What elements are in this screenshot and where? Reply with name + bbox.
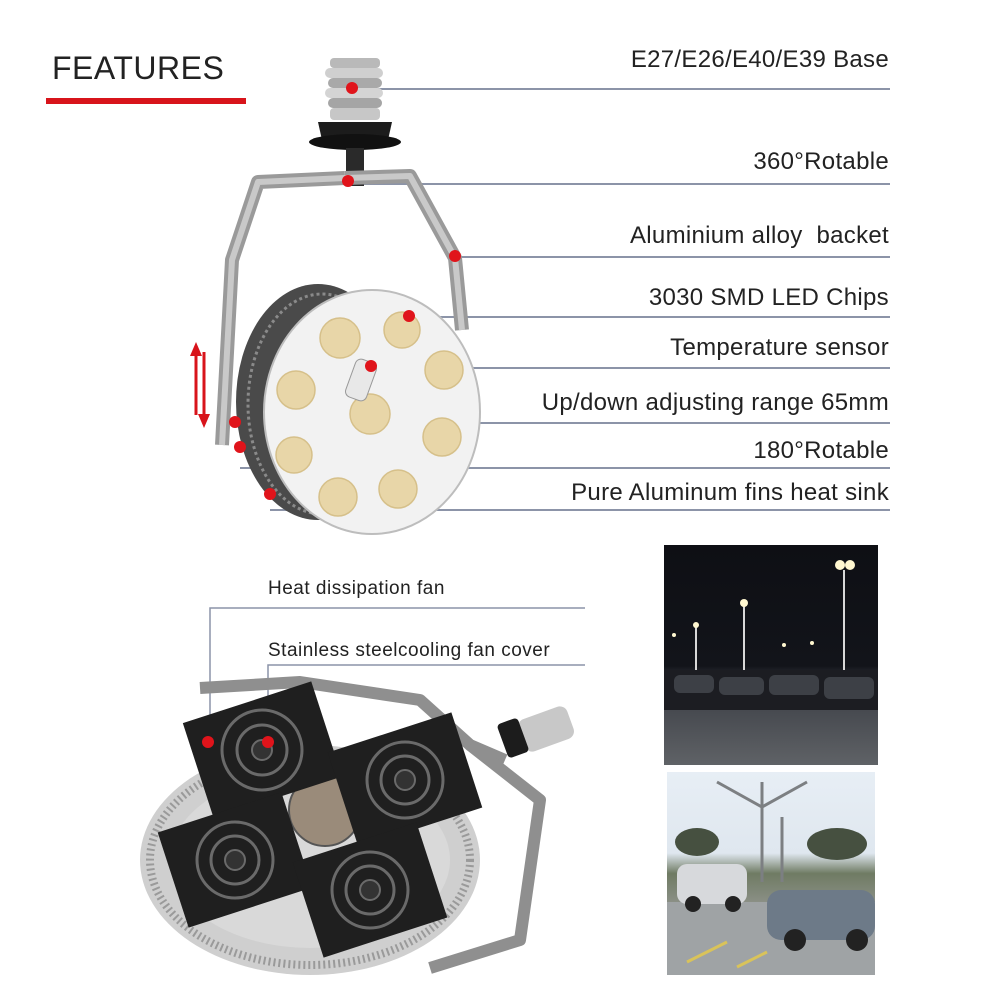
heat-dissipation-fan-label: Heat dissipation fan xyxy=(268,578,445,599)
feature-adjusting-range-label: Up/down adjusting range 65mm xyxy=(541,389,889,416)
feature-bracket-label: Aluminium alloy backet xyxy=(629,222,889,249)
day-parking-lot-photo xyxy=(667,772,875,975)
features-heading: FEATURES xyxy=(52,50,225,86)
feature-180-rotable-label: 180°Rotable xyxy=(753,437,889,464)
fan-cover-label: Stainless steelcooling fan cover xyxy=(268,640,551,661)
screw-base-icon-small xyxy=(497,704,577,759)
feature-base-label: E27/E26/E40/E39 Base xyxy=(630,46,889,73)
feature-360-rotable-label: 360°Rotable xyxy=(753,148,889,175)
feature-temperature-sensor-label: Temperature sensor xyxy=(670,334,889,361)
night-parking-lot-photo xyxy=(664,545,878,765)
feature-heat-sink-label: Pure Aluminum fins heat sink xyxy=(571,479,889,506)
feature-led-chips-label: 3030 SMD LED Chips xyxy=(648,284,889,311)
